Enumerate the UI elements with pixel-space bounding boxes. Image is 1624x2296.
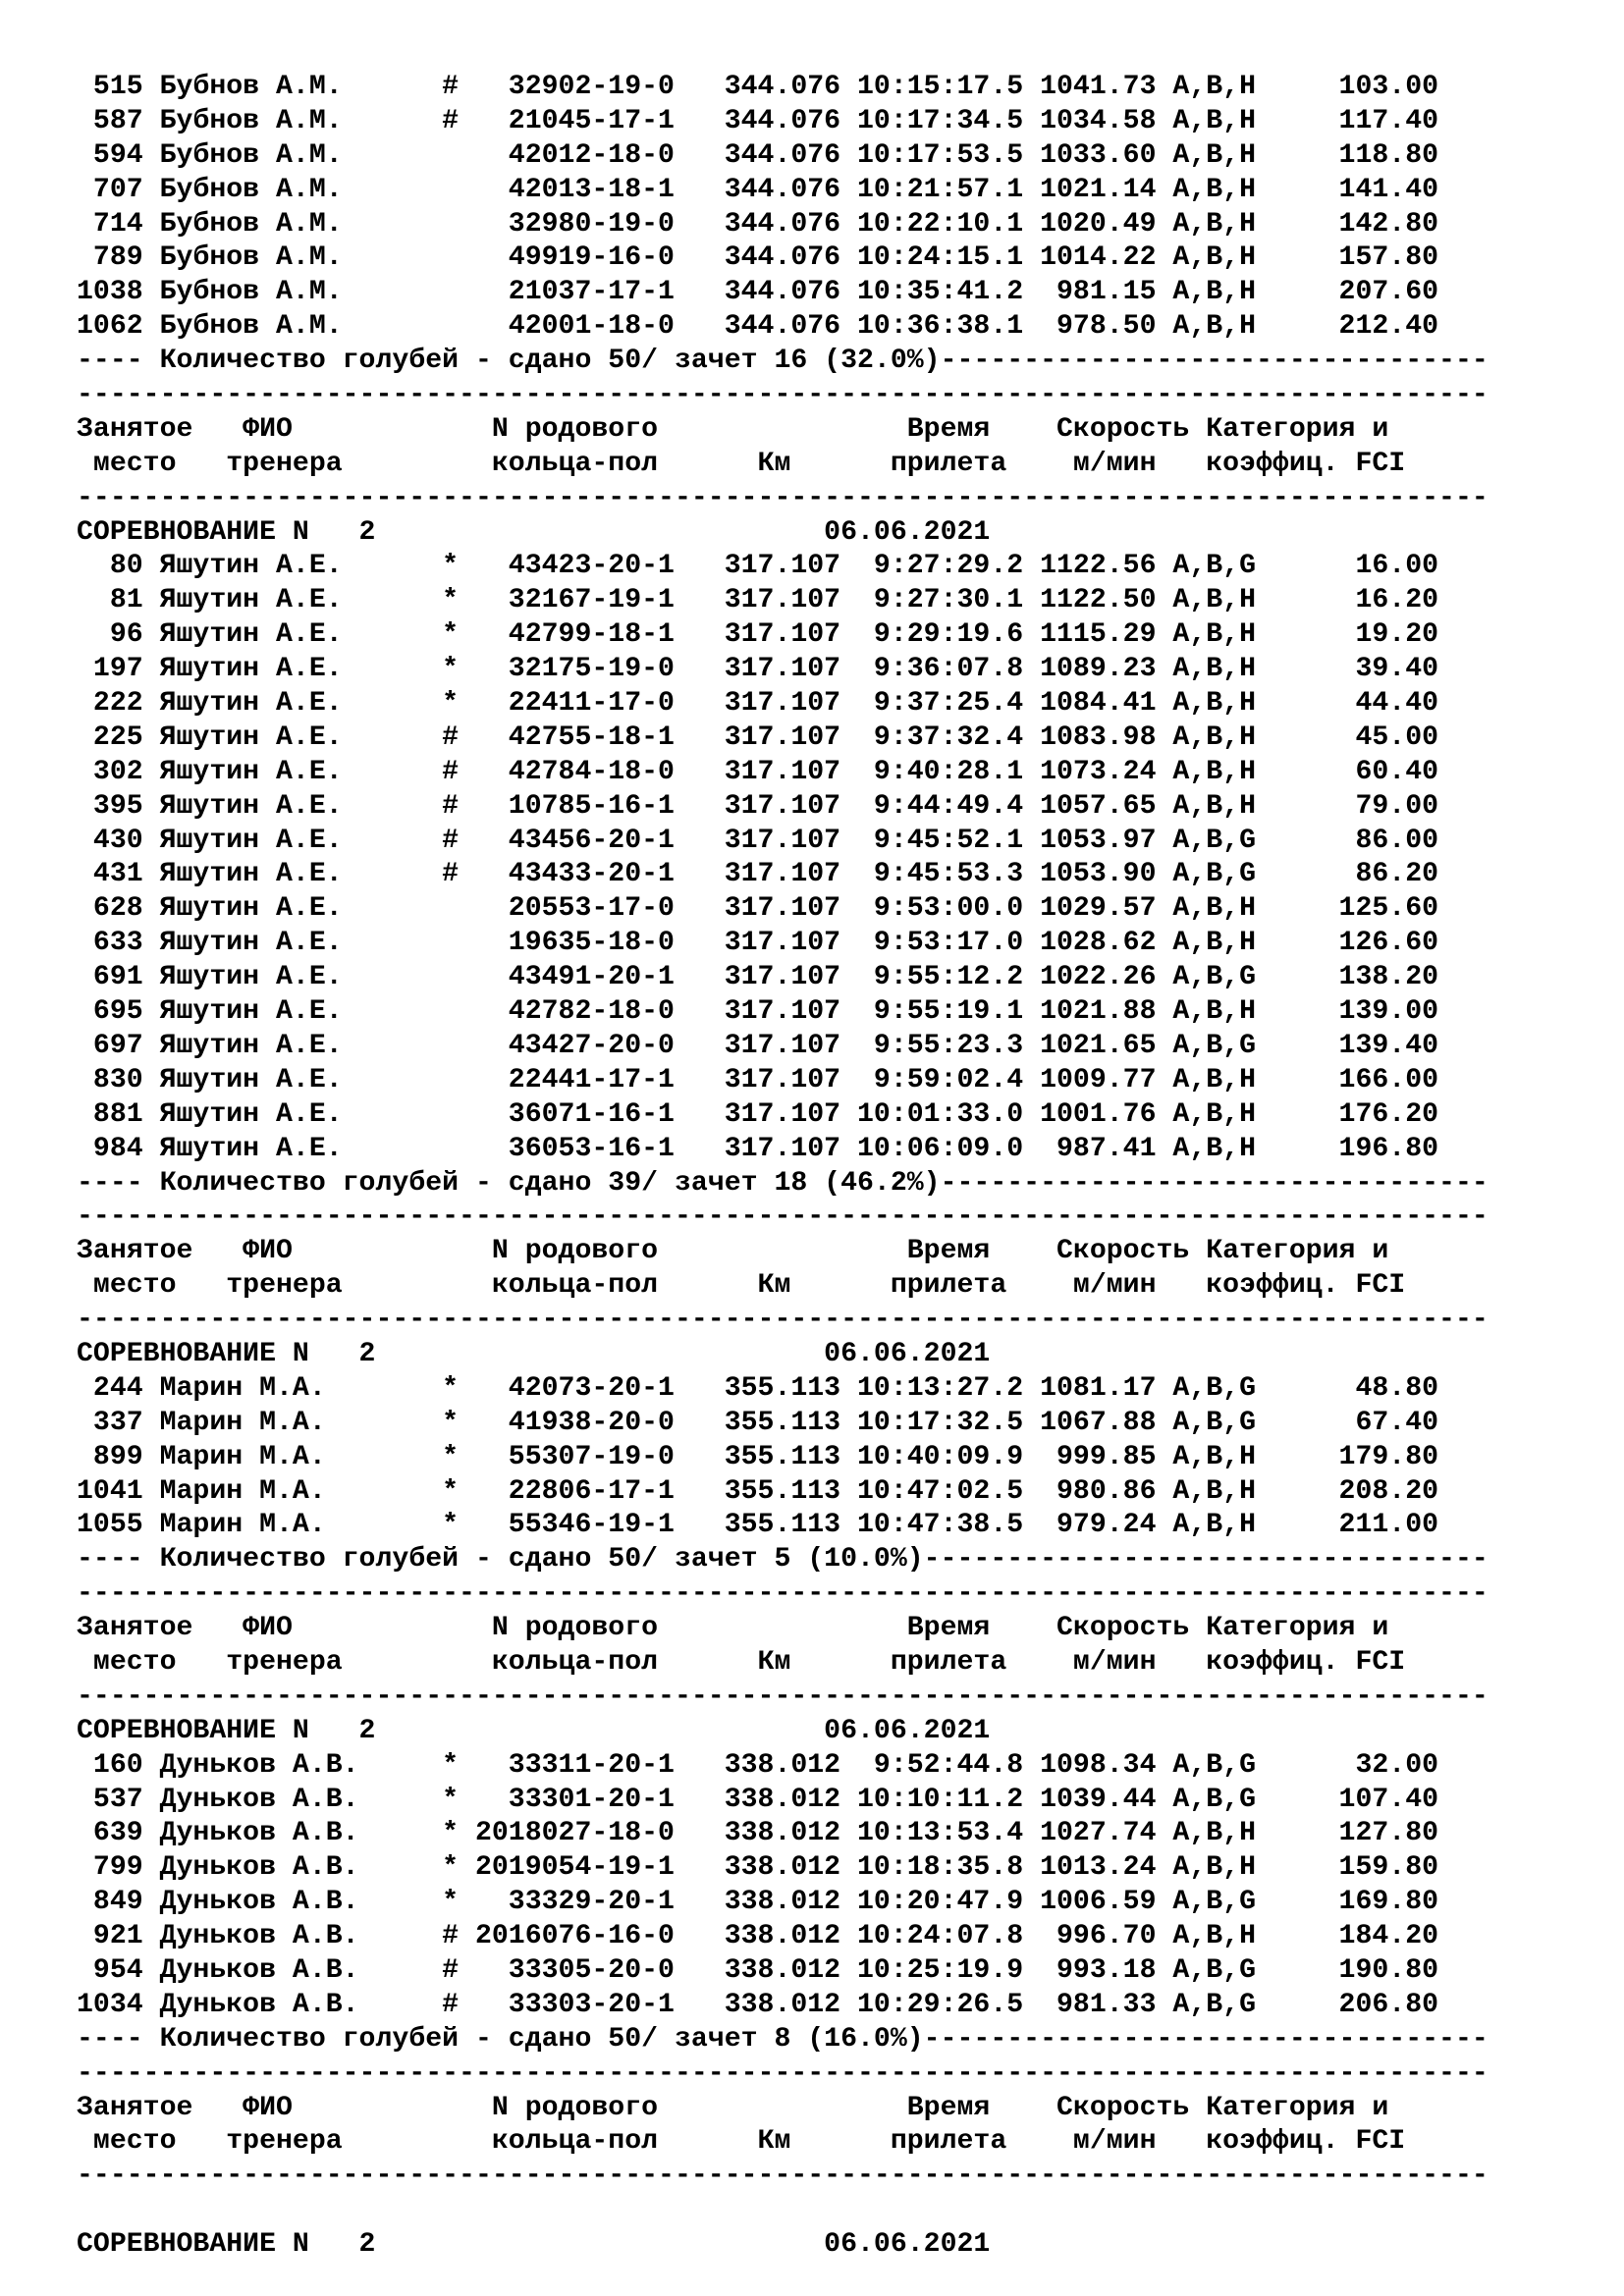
report-line: 197 Яшутин А.Е. * 32175-19-0 317.107 9:36:07.8 1089.23 A,B,H 39.40 [77,654,1439,685]
report-line: 695 Яшутин А.Е. 42782-18-0 317.107 9:55:19.1 1021.88 A,B,H 139.00 [77,996,1439,1028]
report-line: 80 Яшутин А.Е. * 43423-20-1 317.107 9:27:29.2 1122.56 A,B,G 16.00 [77,551,1439,582]
report-line: 707 Бубнов А.М. 42013-18-1 344.076 10:21:57.1 1021.14 A,B,H 141.40 [77,174,1439,205]
report-line [77,2194,1608,2228]
report-line: 1034 Дуньков А.В. # 33303-20-1 338.012 10:29:26.5 981.33 A,B,G 206.80 [77,1989,1439,2020]
report-line: СОРЕВНОВАНИЕ N 2 06.06.2021 [77,1715,991,1746]
report-line: 337 Марин М.А. * 41938-20-0 355.113 10:17:32.5 1067.88 A,B,G 67.40 [77,1407,1439,1438]
report-line: 899 Марин М.А. * 55307-19-0 355.113 10:40:09.9 999.85 A,B,H 179.80 [77,1441,1439,1472]
report-line: 849 Дуньков А.В. * 33329-20-1 338.012 10:20:47.9 1006.59 A,B,G 169.80 [77,1887,1439,1918]
report-line: 81 Яшутин А.Е. * 32167-19-1 317.107 9:27:30.1 1122.50 A,B,H 16.20 [77,585,1439,616]
report-line: 1062 Бубнов А.М. 42001-18-0 344.076 10:36:38.1 978.50 A,B,H 212.40 [77,311,1439,343]
report-line: место тренера кольца-пол Км прилета м/мин коэффиц. FCI [77,1270,1406,1302]
report-line: 244 Марин М.А. * 42073-20-1 355.113 10:13:27.2 1081.17 A,B,G 48.80 [77,1372,1439,1404]
report-line: 633 Яшутин А.Е. 19635-18-0 317.107 9:53:17.0 1028.62 A,B,H 126.60 [77,928,1439,959]
report-line: 537 Дуньков А.В. * 33301-20-1 338.012 10:10:11.2 1039.44 A,B,G 107.40 [77,1784,1439,1815]
report-line: 1055 Марин М.А. * 55346-19-1 355.113 10:47:38.5 979.24 A,B,H 211.00 [77,1510,1439,1541]
report-line: 1041 Марин М.А. * 22806-17-1 355.113 10:47:02.5 980.86 A,B,H 208.20 [77,1475,1439,1507]
report-line: СОРЕВНОВАНИЕ N 2 06.06.2021 [77,1338,991,1369]
report-line: 799 Дуньков А.В. * 2019054-19-1 338.012 10:18:35.8 1013.24 A,B,H 159.80 [77,1852,1439,1884]
report-line: ---- Количество голубей - сдано 50/ зачет 8 (16.0%)---------------------------------- [77,2023,1489,2055]
report-line: Занятое ФИО N родового Время Скорость Категория и [77,2092,1389,2123]
report-line: ------------------------------------------------------------------------------------- [77,1305,1489,1336]
report-line: СОРЕВНОВАНИЕ N 2 06.06.2021 [77,516,991,548]
report-line: СОРЕВНОВАНИЕ N 2 06.06.2021 [77,2229,991,2261]
report-line: ------------------------------------------------------------------------------------- [77,1201,1489,1233]
report-line: 789 Бубнов А.М. 49919-16-0 344.076 10:24:15.1 1014.22 A,B,H 157.80 [77,242,1439,274]
report-line: место тренера кольца-пол Км прилета м/мин коэффиц. FCI [77,1646,1406,1678]
report-line: 302 Яшутин А.Е. # 42784-18-0 317.107 9:40:28.1 1073.24 A,B,H 60.40 [77,756,1439,787]
report-line: 594 Бубнов А.М. 42012-18-0 344.076 10:17:53.5 1033.60 A,B,H 118.80 [77,139,1439,171]
report-line: 881 Яшутин А.Е. 36071-16-1 317.107 10:01:33.0 1001.76 A,B,H 176.20 [77,1098,1439,1130]
results-report [77,71,1608,2263]
report-line: 395 Яшутин А.Е. # 10785-16-1 317.107 9:44:49.4 1057.65 A,B,H 79.00 [77,790,1439,822]
report-line: 515 Бубнов А.М. # 32902-19-0 344.076 10:15:17.5 1041.73 A,B,H 103.00 [77,72,1439,102]
report-line: 639 Дуньков А.В. * 2018027-18-0 338.012 10:13:53.4 1027.74 A,B,H 127.80 [77,1818,1439,1849]
report-line: Занятое ФИО N родового Время Скорость Категория и [77,413,1389,445]
report-line: 628 Яшутин А.Е. 20553-17-0 317.107 9:53:00.0 1029.57 A,B,H 125.60 [77,893,1439,925]
report-line: Занятое ФИО N родового Время Скорость Категория и [77,1236,1389,1267]
report-line: место тренера кольца-пол Км прилета м/мин коэффиц. FCI [77,448,1406,479]
report-line: 984 Яшутин А.Е. 36053-16-1 317.107 10:06:09.0 987.41 A,B,H 196.80 [77,1133,1439,1164]
report-line: 160 Дуньков А.В. * 33311-20-1 338.012 9:52:44.8 1098.34 A,B,G 32.00 [77,1749,1439,1781]
report-line: ------------------------------------------------------------------------------------- [77,1681,1489,1712]
report-line: ------------------------------------------------------------------------------------- [77,2161,1489,2192]
report-line: 222 Яшутин А.Е. * 22411-17-0 317.107 9:37:25.4 1084.41 A,B,H 44.40 [77,688,1439,720]
report-line: 96 Яшутин А.Е. * 42799-18-1 317.107 9:29:19.6 1115.29 A,B,H 19.20 [77,619,1439,651]
report-line: 714 Бубнов А.М. 32980-19-0 344.076 10:22:10.1 1020.49 A,B,H 142.80 [77,208,1439,240]
report-line: 830 Яшутин А.Е. 22441-17-1 317.107 9:59:02.4 1009.77 A,B,H 166.00 [77,1064,1439,1095]
report-line: Занятое ФИО N родового Время Скорость Категория и [77,1613,1389,1644]
report-line: ------------------------------------------------------------------------------------- [77,482,1489,513]
report-line: 954 Дуньков А.В. # 33305-20-0 338.012 10:25:19.9 993.18 A,B,G 190.80 [77,1954,1439,1986]
report-line: 697 Яшутин А.Е. 43427-20-0 317.107 9:55:23.3 1021.65 A,B,G 139.40 [77,1030,1439,1061]
report-line: 430 Яшутин А.Е. # 43456-20-1 317.107 9:45:52.1 1053.97 A,B,G 86.00 [77,825,1439,856]
report-line: 921 Дуньков А.В. # 2016076-16-0 338.012 10:24:07.8 996.70 A,B,H 184.20 [77,1921,1439,1952]
report-line: ------------------------------------------------------------------------------------- [77,2057,1489,2089]
report-line: 587 Бубнов А.М. # 21045-17-1 344.076 10:17:34.5 1034.58 A,B,H 117.40 [77,105,1439,136]
report-line: ------------------------------------------------------------------------------------- [77,1578,1489,1610]
report-line: ---- Количество голубей - сдано 50/ зачет 16 (32.0%)--------------------------------- [77,346,1489,377]
report-line: 1038 Бубнов А.М. 21037-17-1 344.076 10:35:41.2 981.15 A,B,H 207.60 [77,277,1439,308]
report-line: место тренера кольца-пол Км прилета м/мин коэффиц. FCI [77,2126,1406,2158]
report-line: ---- Количество голубей - сдано 39/ зачет 18 (46.2%)--------------------------------- [77,1167,1489,1199]
report-line: 431 Яшутин А.Е. # 43433-20-1 317.107 9:45:53.3 1053.90 A,B,G 86.20 [77,859,1439,890]
report-line: ------------------------------------------------------------------------------------- [77,380,1489,411]
report-line: 225 Яшутин А.Е. # 42755-18-1 317.107 9:37:32.4 1083.98 A,B,H 45.00 [77,721,1439,753]
report-line: 691 Яшутин А.Е. 43491-20-1 317.107 9:55:12.2 1022.26 A,B,G 138.20 [77,962,1439,993]
report-line: ---- Количество голубей - сдано 50/ зачет 5 (10.0%)---------------------------------- [77,1544,1489,1575]
